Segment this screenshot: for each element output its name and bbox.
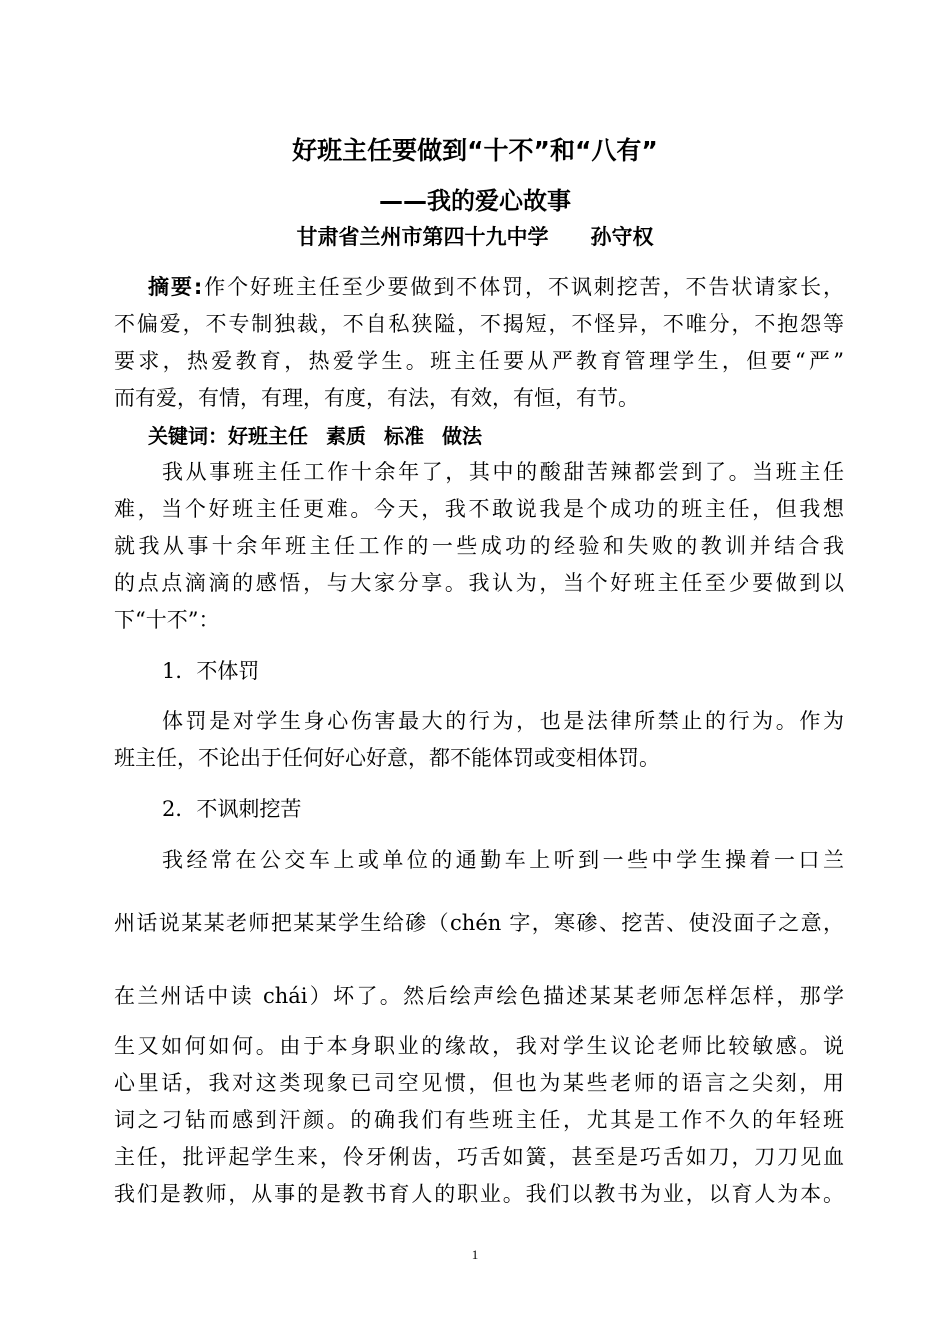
keyword: 素质 xyxy=(326,424,366,448)
section-heading: 2．不讽刺挖苦 xyxy=(162,797,302,821)
paragraph-line: 的点点滴滴的感悟，与大家分享。我认为，当个好班主任至少要做到以 xyxy=(114,571,844,595)
document-subtitle: ——我的爱心故事 xyxy=(379,187,571,215)
paragraph-line: 我经常在公交车上或单位的通勤车上听到一些中学生操着一口兰 xyxy=(162,848,844,872)
paragraph-line: 难，当个好班主任更难。今天，我不敢说我是个成功的班主任，但我想 xyxy=(114,497,844,521)
document-title: 好班主任要做到“十不”和“八有” xyxy=(292,136,658,165)
paragraph-line: 词之刁钻而感到汗颜。的确我们有些班主任，尤其是工作不久的年轻班 xyxy=(114,1108,844,1132)
author-line: 甘肃省兰州市第四十九中学 孙守权 xyxy=(296,225,654,249)
abstract-line: 而有爱，有情，有理，有度，有法，有效，有恒，有节。 xyxy=(114,386,639,410)
section-heading: 1．不体罚 xyxy=(162,659,260,683)
abstract-line: 摘要:作个好班主任至少要做到不体罚，不讽刺挖苦，不告状请家长， xyxy=(148,275,845,299)
keyword: 标准 xyxy=(384,424,424,448)
paragraph-line: 体罚是对学生身心伤害最大的行为，也是法律所禁止的行为。作为 xyxy=(162,709,844,733)
keywords-line xyxy=(148,421,500,451)
paragraph-line: 我从事班主任工作十余年了，其中的酸甜苦辣都尝到了。当班主任 xyxy=(162,460,844,484)
paragraph-line: 主任，批评起学生来，伶牙俐齿，巧舌如簧，甚至是巧舌如刀，刀刀见血 xyxy=(114,1145,844,1169)
keyword: 关键词：好班主任 xyxy=(148,424,308,448)
paragraph-line: 我们是教师，从事的是教书育人的职业。我们以教书为业，以育人为本。 xyxy=(114,1182,844,1206)
keyword: 做法 xyxy=(442,424,482,448)
paragraph-line: 下“十不”： xyxy=(114,608,220,632)
paragraph-line: 在兰州话中读 chái）坏了。然后绘声绘色描述某某老师怎样怎样，那学 xyxy=(114,984,844,1008)
paragraph-line: 班主任，不论出于任何好心好意，都不能体罚或变相体罚。 xyxy=(114,746,660,770)
paragraph-line: 就我从事十余年班主任工作的一些成功的经验和失败的教训并结合我 xyxy=(114,534,844,558)
abstract-line: 要求，热爱教育，热爱学生。班主任要从严教育管理学生，但要“严” xyxy=(114,349,844,373)
page-number: 1 xyxy=(471,1247,479,1262)
paragraph-line: 州话说某某老师把某某学生给碜（chén 字，寒碜、挖苦、使没面子之意， xyxy=(114,911,844,935)
abstract-label: 摘要: xyxy=(148,275,203,299)
paragraph-line: 心里话，我对这类现象已司空见惯，但也为某些老师的语言之尖刻，用 xyxy=(114,1071,844,1095)
paragraph-line: 生又如何如何。由于本身职业的缘故，我对学生议论老师比较敏感。说 xyxy=(114,1034,844,1058)
abstract-line: 不偏爱，不专制独裁，不自私狭隘，不揭短，不怪异，不唯分，不抱怨等 xyxy=(114,312,844,336)
